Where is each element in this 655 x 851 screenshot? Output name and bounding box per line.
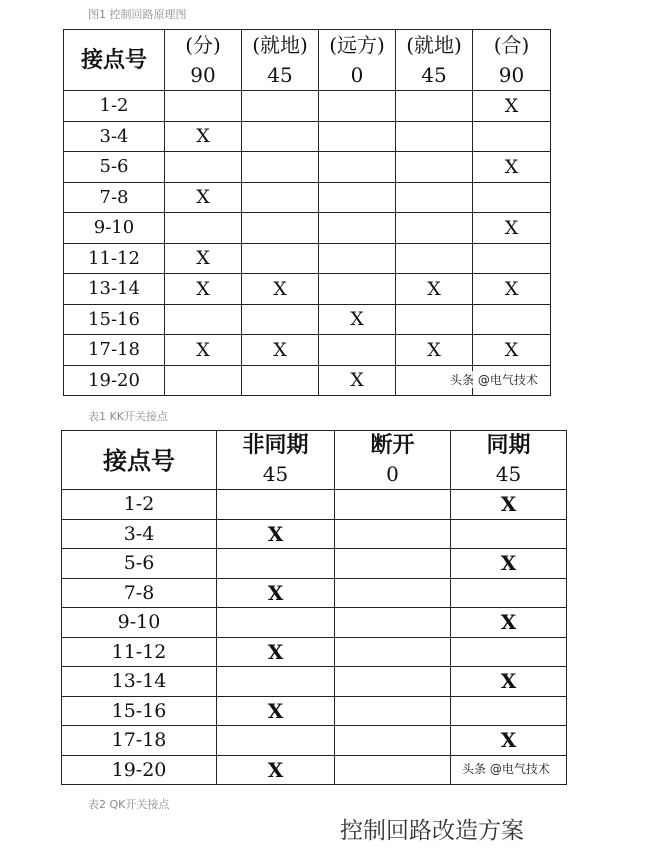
- table-caption-qk: 表2 QK开关接点: [88, 798, 170, 811]
- contact-state-cell: X: [319, 365, 396, 396]
- contact-state-cell: [217, 549, 335, 579]
- contact-number: 5-6: [62, 549, 217, 579]
- position-header: [473, 30, 551, 91]
- contact-state-cell: X: [319, 304, 396, 335]
- position-angle: 45: [262, 462, 289, 486]
- contact-state-cell: X: [165, 335, 242, 366]
- contact-state-cell: [451, 578, 567, 608]
- contact-state-cell: [335, 637, 451, 667]
- contact-state-cell: [335, 490, 451, 520]
- contact-state-cell: [335, 667, 451, 697]
- contact-state-cell: [165, 91, 242, 122]
- contact-state-cell: X: [165, 274, 242, 305]
- contact-number: 3-4: [62, 519, 217, 549]
- contact-state-cell: [165, 213, 242, 244]
- contact-state-cell: [319, 152, 396, 183]
- position-name: (就地): [252, 33, 308, 57]
- position-angle: 45: [421, 63, 447, 87]
- contact-state-cell: [335, 726, 451, 756]
- watermark: 头条 @电气技术: [450, 373, 538, 387]
- position-name: 同期: [486, 432, 531, 458]
- table-row: [64, 91, 551, 122]
- contact-number: 19-20: [62, 755, 217, 785]
- table-row: [64, 243, 551, 274]
- contact-state-cell: X: [165, 121, 242, 152]
- contact-state-cell: [165, 304, 242, 335]
- contact-state-cell: [473, 182, 551, 213]
- contact-state-cell: [473, 243, 551, 274]
- header-row: [64, 30, 551, 91]
- contact-state-cell: [242, 243, 319, 274]
- contact-state-cell: [396, 304, 473, 335]
- contact-state-cell: X: [473, 152, 551, 183]
- kk-switch-contact-table: [63, 29, 551, 396]
- contact-state-cell: X: [396, 274, 473, 305]
- contact-number: 5-6: [64, 152, 165, 183]
- position-angle: 90: [498, 63, 525, 87]
- watermark: 头条 @电气技术: [462, 762, 550, 776]
- contact-state-cell: X: [473, 335, 551, 366]
- contact-state-cell: [319, 274, 396, 305]
- position-header: [335, 431, 451, 490]
- contact-state-cell: [319, 213, 396, 244]
- contact-number: 7-8: [64, 182, 165, 213]
- contact-state-cell: X: [451, 667, 567, 697]
- contact-number: 9-10: [62, 608, 217, 638]
- contact-number: 17-18: [64, 335, 165, 366]
- contact-state-cell: [396, 91, 473, 122]
- contact-state-cell: [396, 152, 473, 183]
- table-row: [64, 274, 551, 305]
- contact-state-cell: X: [165, 243, 242, 274]
- table-row: [64, 335, 551, 366]
- table-row: [64, 182, 551, 213]
- contact-state-cell: X: [242, 274, 319, 305]
- table-row: [64, 213, 551, 244]
- position-angle: 0: [350, 63, 364, 87]
- position-name: (分): [185, 33, 221, 57]
- contact-state-cell: X: [217, 696, 335, 726]
- contact-state-cell: [451, 637, 567, 667]
- position-header: [396, 30, 473, 91]
- contact-number-header: 接点号: [64, 30, 165, 91]
- position-name: 断开: [370, 432, 415, 458]
- contact-state-cell: [396, 213, 473, 244]
- contact-state-cell: [165, 152, 242, 183]
- table-row: [62, 726, 567, 756]
- contact-state-cell: [217, 490, 335, 520]
- position-header: [242, 30, 319, 91]
- contact-number: 15-16: [62, 696, 217, 726]
- figure-caption-control-circuit: 图1 控制回路原理图: [88, 8, 187, 21]
- contact-number: 13-14: [62, 667, 217, 697]
- contact-state-cell: [165, 365, 242, 396]
- table-row: [62, 578, 567, 608]
- contact-state-cell: X: [217, 755, 335, 785]
- position-angle: 45: [495, 462, 522, 486]
- contact-number-header: 接点号: [62, 431, 217, 490]
- position-name: (远方): [329, 33, 385, 57]
- contact-state-cell: [242, 152, 319, 183]
- position-name: (合): [493, 33, 530, 57]
- contact-state-cell: [217, 726, 335, 756]
- contact-number: 15-16: [64, 304, 165, 335]
- table-row: [62, 549, 567, 579]
- contact-state-cell: [242, 365, 319, 396]
- position-angle: 0: [386, 462, 399, 486]
- contact-state-cell: X: [451, 490, 567, 520]
- contact-state-cell: [242, 121, 319, 152]
- position-header: [217, 431, 335, 490]
- contact-state-cell: [319, 182, 396, 213]
- position-angle: 90: [190, 63, 216, 87]
- contact-number: 11-12: [64, 243, 165, 274]
- position-header: [451, 431, 567, 490]
- contact-state-cell: X: [217, 637, 335, 667]
- contact-state-cell: X: [451, 726, 567, 756]
- contact-state-cell: [335, 519, 451, 549]
- table-row: [64, 152, 551, 183]
- contact-state-cell: [242, 304, 319, 335]
- contact-number: 13-14: [64, 274, 165, 305]
- contact-state-cell: [319, 335, 396, 366]
- contact-state-cell: X: [396, 335, 473, 366]
- contact-state-cell: [217, 667, 335, 697]
- contact-state-cell: [396, 243, 473, 274]
- contact-state-cell: X: [217, 578, 335, 608]
- contact-number: 1-2: [62, 490, 217, 520]
- table-row: [64, 121, 551, 152]
- position-header: [165, 30, 242, 91]
- position-angle: 45: [267, 63, 293, 87]
- contact-number: 3-4: [64, 121, 165, 152]
- contact-state-cell: [319, 91, 396, 122]
- contact-state-cell: [319, 243, 396, 274]
- contact-state-cell: [396, 182, 473, 213]
- table-row: [64, 304, 551, 335]
- contact-state-cell: X: [165, 182, 242, 213]
- contact-state-cell: X: [473, 91, 551, 122]
- contact-state-cell: [396, 121, 473, 152]
- contact-state-cell: [451, 519, 567, 549]
- contact-state-cell: [242, 182, 319, 213]
- contact-state-cell: X: [217, 519, 335, 549]
- contact-state-cell: [242, 91, 319, 122]
- table-row: [62, 608, 567, 638]
- contact-number: 17-18: [62, 726, 217, 756]
- contact-state-cell: X: [242, 335, 319, 366]
- contact-state-cell: [319, 121, 396, 152]
- contact-state-cell: [335, 696, 451, 726]
- table-row: [62, 490, 567, 520]
- contact-state-cell: [242, 213, 319, 244]
- contact-state-cell: [451, 696, 567, 726]
- contact-state-cell: [473, 121, 551, 152]
- contact-number: 7-8: [62, 578, 217, 608]
- contact-state-cell: [473, 304, 551, 335]
- table-row: [62, 696, 567, 726]
- position-name: 非同期: [242, 432, 309, 458]
- table-row: [62, 637, 567, 667]
- contact-number: 9-10: [64, 213, 165, 244]
- table-caption-kk: 表1 KK开关接点: [88, 410, 168, 423]
- section-title: 控制回路改造方案: [340, 818, 524, 844]
- contact-state-cell: [335, 578, 451, 608]
- header-row: [62, 431, 567, 490]
- contact-state-cell: [335, 608, 451, 638]
- table-row: [62, 667, 567, 697]
- contact-state-cell: [335, 755, 451, 785]
- contact-number: 11-12: [62, 637, 217, 667]
- contact-state-cell: [335, 549, 451, 579]
- contact-state-cell: [217, 608, 335, 638]
- contact-state-cell: X: [451, 608, 567, 638]
- contact-state-cell: X: [473, 274, 551, 305]
- qk-switch-contact-table: [61, 430, 567, 785]
- position-header: [319, 30, 396, 91]
- contact-state-cell: X: [473, 213, 551, 244]
- contact-number: 1-2: [64, 91, 165, 122]
- table-row: [62, 519, 567, 549]
- contact-state-cell: X: [451, 549, 567, 579]
- contact-number: 19-20: [64, 365, 165, 396]
- position-name: (就地): [406, 33, 462, 57]
